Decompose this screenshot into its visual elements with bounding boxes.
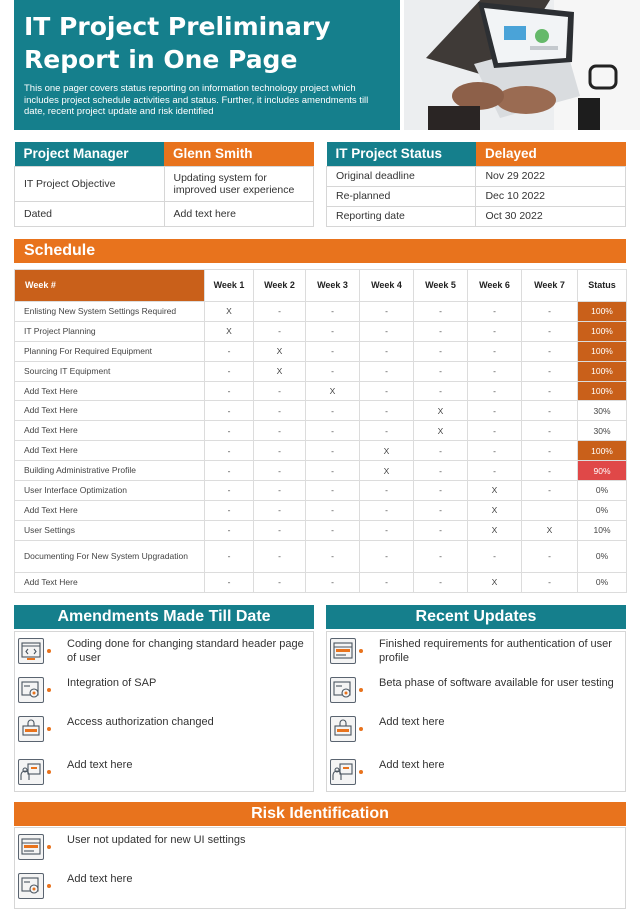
- schedule-week-cell: -: [522, 321, 578, 341]
- dated-label: Dated: [15, 201, 165, 226]
- schedule-week-cell: X: [205, 321, 254, 341]
- risk-heading: Risk Identification: [14, 802, 626, 826]
- schedule-week-cell: -: [414, 572, 468, 592]
- schedule-row: [15, 421, 627, 441]
- schedule-task: Planning For Required Equipment: [15, 341, 205, 361]
- schedule-week-cell: -: [254, 520, 306, 540]
- schedule-week-cell: X: [414, 421, 468, 441]
- schedule-week-cell: -: [414, 520, 468, 540]
- schedule-week-cell: X: [522, 520, 578, 540]
- schedule-week-cell: -: [306, 572, 360, 592]
- schedule-row: [15, 540, 627, 572]
- bullet-dot: [47, 727, 51, 731]
- schedule-week-cell: -: [360, 500, 414, 520]
- schedule-week-cell: -: [306, 421, 360, 441]
- schedule-week-cell: -: [522, 401, 578, 421]
- schedule-week-cell: -: [254, 401, 306, 421]
- schedule-week-cell: -: [414, 321, 468, 341]
- risk-panel: [14, 827, 626, 909]
- replanned-label: Re-planned: [327, 186, 476, 206]
- amendments-heading: Amendments Made Till Date: [14, 605, 314, 629]
- bullet-dot: [359, 688, 363, 692]
- schedule-heading: Schedule: [14, 239, 626, 263]
- schedule-header-week: Week 2: [254, 270, 306, 302]
- schedule-task: Add Text Here: [15, 401, 205, 421]
- bullet-dot: [47, 845, 51, 849]
- list-item-text: Integration of SAP: [67, 677, 157, 689]
- schedule-row: [15, 481, 627, 501]
- list-item-text: Add text here: [379, 759, 445, 771]
- schedule-week-cell: -: [254, 481, 306, 501]
- title-banner: [14, 0, 400, 130]
- project-status-value: Delayed: [476, 142, 626, 166]
- schedule-week-cell: -: [205, 461, 254, 481]
- schedule-week-cell: -: [414, 341, 468, 361]
- schedule-week-cell: -: [468, 421, 522, 441]
- schedule-week-cell: -: [522, 381, 578, 401]
- schedule-week-cell: X: [468, 520, 522, 540]
- schedule-week-cell: -: [360, 481, 414, 501]
- schedule-week-cell: -: [306, 321, 360, 341]
- schedule-week-cell: -: [205, 381, 254, 401]
- schedule-week-cell: -: [468, 341, 522, 361]
- bullet-dot: [47, 884, 51, 888]
- list-item-text: Finished requirements for authentication of user profile: [379, 638, 612, 664]
- schedule-week-cell: -: [360, 520, 414, 540]
- schedule-row: [15, 520, 627, 540]
- original-deadline-label: Original deadline: [327, 166, 476, 186]
- schedule-header-status: Status: [578, 270, 627, 302]
- schedule-week-cell: -: [468, 321, 522, 341]
- schedule-row: [15, 572, 627, 592]
- list-item-text: User not updated for new UI settings: [67, 834, 246, 846]
- schedule-week-cell: X: [360, 441, 414, 461]
- schedule-week-cell: X: [306, 381, 360, 401]
- schedule-row: [15, 500, 627, 520]
- project-manager-name: Glenn Smith: [164, 142, 314, 166]
- schedule-status: 0%: [578, 500, 627, 520]
- amendments-panel: [14, 631, 314, 792]
- list-item-text: Coding done for changing standard header page of user: [67, 638, 304, 664]
- schedule-header-week: Week 7: [522, 270, 578, 302]
- schedule-task: Add Text Here: [15, 421, 205, 441]
- schedule-status: 100%: [578, 321, 627, 341]
- schedule-status: 0%: [578, 572, 627, 592]
- schedule-week-cell: -: [360, 302, 414, 322]
- schedule-week-cell: -: [522, 361, 578, 381]
- project-status-table: [326, 142, 626, 227]
- bullet-dot: [47, 649, 51, 653]
- schedule-week-cell: X: [468, 572, 522, 592]
- schedule-row: [15, 361, 627, 381]
- schedule-week-cell: -: [306, 540, 360, 572]
- schedule-week-cell: -: [522, 540, 578, 572]
- schedule-header-week: Week 1: [205, 270, 254, 302]
- schedule-status: 100%: [578, 441, 627, 461]
- schedule-week-cell: -: [522, 572, 578, 592]
- list-item-text: Add text here: [67, 873, 133, 885]
- recent-updates-panel: [326, 631, 626, 792]
- schedule-week-cell: -: [414, 500, 468, 520]
- schedule-week-cell: X: [205, 302, 254, 322]
- schedule-week-cell: -: [254, 381, 306, 401]
- schedule-week-cell: -: [468, 441, 522, 461]
- schedule-week-cell: -: [414, 302, 468, 322]
- schedule-week-cell: -: [414, 540, 468, 572]
- schedule-row: [15, 321, 627, 341]
- reporting-date-value: Oct 30 2022: [476, 206, 626, 226]
- schedule-week-cell: -: [360, 361, 414, 381]
- bullet-dot: [359, 770, 363, 774]
- list-item-text: Add text here: [379, 716, 445, 728]
- schedule-week-cell: -: [254, 572, 306, 592]
- schedule-week-cell: -: [205, 500, 254, 520]
- schedule-week-cell: -: [360, 421, 414, 441]
- schedule-row: [15, 441, 627, 461]
- schedule-table: [14, 269, 627, 593]
- password-lock-icon: [18, 716, 44, 742]
- schedule-week-cell: -: [414, 361, 468, 381]
- schedule-week-cell: -: [360, 341, 414, 361]
- dated-value: Add text here: [164, 201, 314, 226]
- schedule-week-cell: -: [254, 302, 306, 322]
- schedule-week-cell: -: [468, 361, 522, 381]
- browser-window-icon: [18, 834, 44, 860]
- gear-window-icon: [18, 677, 44, 703]
- schedule-row: [15, 302, 627, 322]
- project-info-table: [14, 142, 314, 227]
- schedule-week-cell: -: [205, 441, 254, 461]
- schedule-week-cell: -: [522, 441, 578, 461]
- schedule-week-cell: -: [468, 540, 522, 572]
- schedule-week-cell: -: [522, 302, 578, 322]
- schedule-status: 90%: [578, 461, 627, 481]
- schedule-week-cell: -: [414, 481, 468, 501]
- schedule-week-cell: -: [306, 361, 360, 381]
- browser-window-icon: [330, 638, 356, 664]
- schedule-status: 100%: [578, 361, 627, 381]
- schedule-week-cell: -: [306, 461, 360, 481]
- schedule-week-cell: -: [306, 302, 360, 322]
- schedule-status: 30%: [578, 421, 627, 441]
- schedule-week-cell: -: [468, 461, 522, 481]
- schedule-week-cell: -: [468, 302, 522, 322]
- schedule-task: Sourcing IT Equipment: [15, 361, 205, 381]
- schedule-week-cell: -: [360, 401, 414, 421]
- schedule-status: 100%: [578, 381, 627, 401]
- list-item-text: Beta phase of software available for user testing: [379, 677, 614, 689]
- schedule-status: 0%: [578, 481, 627, 501]
- replanned-value: Dec 10 2022: [476, 186, 626, 206]
- schedule-week-cell: [522, 500, 578, 520]
- bullet-dot: [47, 688, 51, 692]
- schedule-task: User Settings: [15, 520, 205, 540]
- password-lock-icon: [330, 716, 356, 742]
- list-item-text: Add text here: [67, 759, 133, 771]
- schedule-row: [15, 341, 627, 361]
- bullet-dot: [359, 649, 363, 653]
- schedule-task: IT Project Planning: [15, 321, 205, 341]
- schedule-week-cell: -: [522, 421, 578, 441]
- schedule-task: Add Text Here: [15, 500, 205, 520]
- schedule-week-cell: -: [254, 321, 306, 341]
- schedule-week-cell: -: [522, 481, 578, 501]
- schedule-row: [15, 401, 627, 421]
- schedule-week-cell: -: [414, 461, 468, 481]
- schedule-week-cell: X: [360, 461, 414, 481]
- schedule-task: Add Text Here: [15, 441, 205, 461]
- list-item-text: Access authorization changed: [67, 716, 214, 728]
- schedule-header-week: Week 6: [468, 270, 522, 302]
- schedule-week-cell: -: [360, 540, 414, 572]
- page-description: This one pager covers status reporting on information technology project which includes project schedule activities and status. Further, it includes amendments till date, recent project update and risk identified: [24, 83, 369, 117]
- page-title: IT Project Preliminary Report in One Page: [24, 12, 331, 74]
- schedule-week-cell: -: [254, 421, 306, 441]
- project-manager-label: Project Manager: [15, 142, 165, 166]
- schedule-week-cell: -: [414, 381, 468, 401]
- schedule-status: 100%: [578, 341, 627, 361]
- schedule-week-cell: -: [205, 341, 254, 361]
- schedule-week-cell: -: [205, 572, 254, 592]
- schedule-week-cell: -: [306, 401, 360, 421]
- laptop-photo: [404, 0, 640, 130]
- schedule-week-cell: -: [468, 381, 522, 401]
- schedule-week-cell: X: [414, 401, 468, 421]
- schedule-week-cell: -: [205, 520, 254, 540]
- schedule-week-cell: -: [468, 401, 522, 421]
- code-window-icon: [18, 638, 44, 664]
- schedule-status: 100%: [578, 302, 627, 322]
- schedule-task: Add Text Here: [15, 381, 205, 401]
- recent-updates-heading: Recent Updates: [326, 605, 626, 629]
- schedule-week-cell: -: [360, 381, 414, 401]
- project-objective-label: IT Project Objective: [15, 166, 165, 201]
- schedule-task: Add Text Here: [15, 572, 205, 592]
- schedule-header-week: Week 5: [414, 270, 468, 302]
- schedule-week-cell: -: [254, 500, 306, 520]
- schedule-week-cell: -: [205, 421, 254, 441]
- schedule-header-task: Week #: [15, 270, 205, 302]
- schedule-week-cell: -: [254, 540, 306, 572]
- reporting-date-label: Reporting date: [327, 206, 476, 226]
- schedule-task: Building Administrative Profile: [15, 461, 205, 481]
- schedule-week-cell: X: [254, 361, 306, 381]
- project-status-label: IT Project Status: [327, 142, 476, 166]
- schedule-week-cell: -: [360, 572, 414, 592]
- schedule-row: [15, 461, 627, 481]
- schedule-task: Enlisting New System Settings Required: [15, 302, 205, 322]
- schedule-week-cell: X: [254, 341, 306, 361]
- schedule-week-cell: -: [306, 481, 360, 501]
- schedule-status: 10%: [578, 520, 627, 540]
- presentation-user-icon: [18, 759, 44, 785]
- schedule-header-week: Week 4: [360, 270, 414, 302]
- schedule-week-cell: -: [414, 441, 468, 461]
- gear-window-icon: [18, 873, 44, 899]
- schedule-week-cell: -: [205, 401, 254, 421]
- bullet-dot: [47, 770, 51, 774]
- schedule-week-cell: -: [360, 321, 414, 341]
- schedule-week-cell: -: [205, 540, 254, 572]
- project-objective-value: Updating system for improved user experience: [164, 166, 314, 201]
- bullet-dot: [359, 727, 363, 731]
- gear-window-icon: [330, 677, 356, 703]
- schedule-week-cell: -: [306, 500, 360, 520]
- schedule-week-cell: -: [522, 341, 578, 361]
- original-deadline-value: Nov 29 2022: [476, 166, 626, 186]
- schedule-week-cell: -: [254, 441, 306, 461]
- schedule-row: [15, 381, 627, 401]
- schedule-week-cell: X: [468, 481, 522, 501]
- schedule-status: 0%: [578, 540, 627, 572]
- schedule-status: 30%: [578, 401, 627, 421]
- schedule-week-cell: -: [306, 520, 360, 540]
- schedule-week-cell: -: [205, 481, 254, 501]
- schedule-task: User Interface Optimization: [15, 481, 205, 501]
- schedule-week-cell: -: [254, 461, 306, 481]
- schedule-week-cell: X: [468, 500, 522, 520]
- schedule-task: Documenting For New System Upgradation: [15, 540, 205, 572]
- schedule-week-cell: -: [306, 341, 360, 361]
- schedule-header-week: Week 3: [306, 270, 360, 302]
- schedule-week-cell: -: [205, 361, 254, 381]
- schedule-week-cell: -: [522, 461, 578, 481]
- presentation-user-icon: [330, 759, 356, 785]
- schedule-week-cell: -: [306, 441, 360, 461]
